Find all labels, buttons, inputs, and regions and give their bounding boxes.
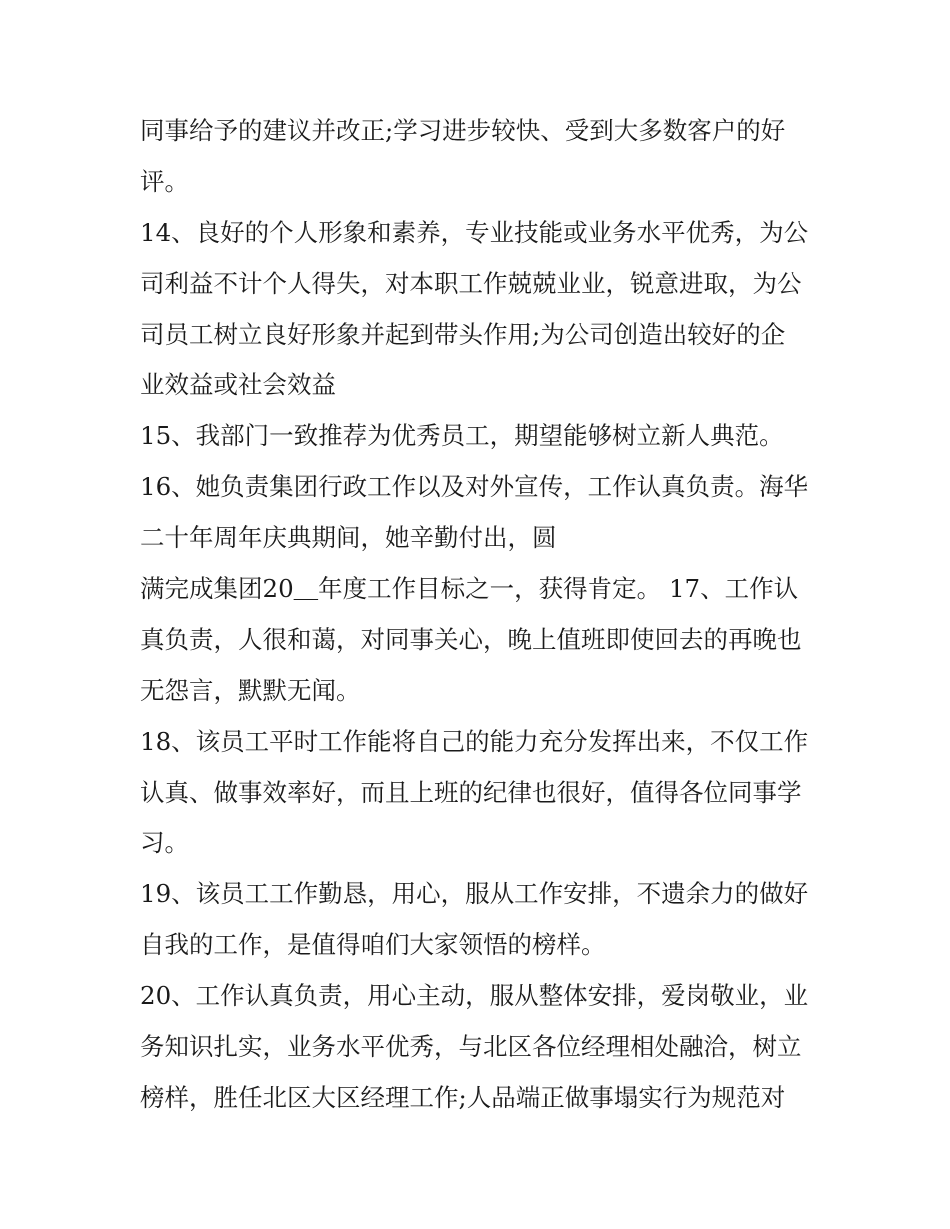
text-line: 司利益不计个人得失，对本职工作兢兢业业，锐意进取，为公 — [140, 268, 802, 298]
text-line: 司员工树立良好形象并起到带头作用;为公司创造出较好的企 — [140, 319, 786, 349]
text-line: 16、她负责集团行政工作以及对外宣传，工作认真负责。海华 — [140, 472, 809, 502]
document-body — [140, 106, 820, 1124]
text-line: 15、我部门一致推荐为优秀员工，期望能够树立新人典范。 — [140, 421, 784, 451]
text-line: 业效益或社会效益 — [140, 370, 336, 400]
text-line: 20、工作认真负责，用心主动，服从整体安排，爱岗敬业，业 — [140, 981, 809, 1011]
text-line: 榜样，胜任北区大区经理工作;人品端正做事塌实行为规范对 — [140, 1082, 786, 1112]
text-line: 18、该员工平时工作能将自己的能力充分发挥出来，不仅工作 — [140, 726, 809, 756]
text-line: 无怨言，默默无闻。 — [140, 675, 361, 705]
text-line: 习。 — [140, 828, 189, 858]
text-line: 同事给予的建议并改正;学习进步较快、受到大多数客户的好 — [140, 116, 786, 145]
text-line: 务知识扎实，业务水平优秀，与北区各位经理相处融洽，树立 — [140, 1032, 802, 1062]
text-line: 14、良好的个人形象和素养，专业技能或业务水平优秀，为公 — [140, 217, 809, 247]
text-line: 认真、做事效率好，而且上班的纪律也很好，值得各位同事学 — [140, 777, 802, 807]
text-line: 19、该员工工作勤恳，用心，服从工作安排，不遗余力的做好 — [140, 879, 809, 909]
text-line: 自我的工作，是值得咱们大家领悟的榜样。 — [140, 930, 606, 960]
text-line: 满完成集团20＿年度工作目标之一，获得肯定。 17、工作认 — [140, 574, 799, 604]
text-line: 真负责，人很和蔼，对同事关心，晚上值班即使回去的再晚也 — [140, 624, 802, 654]
text-line: 评。 — [140, 166, 189, 196]
text-line: 二十年周年庆典期间，她辛勤付出，圆 — [140, 523, 557, 553]
